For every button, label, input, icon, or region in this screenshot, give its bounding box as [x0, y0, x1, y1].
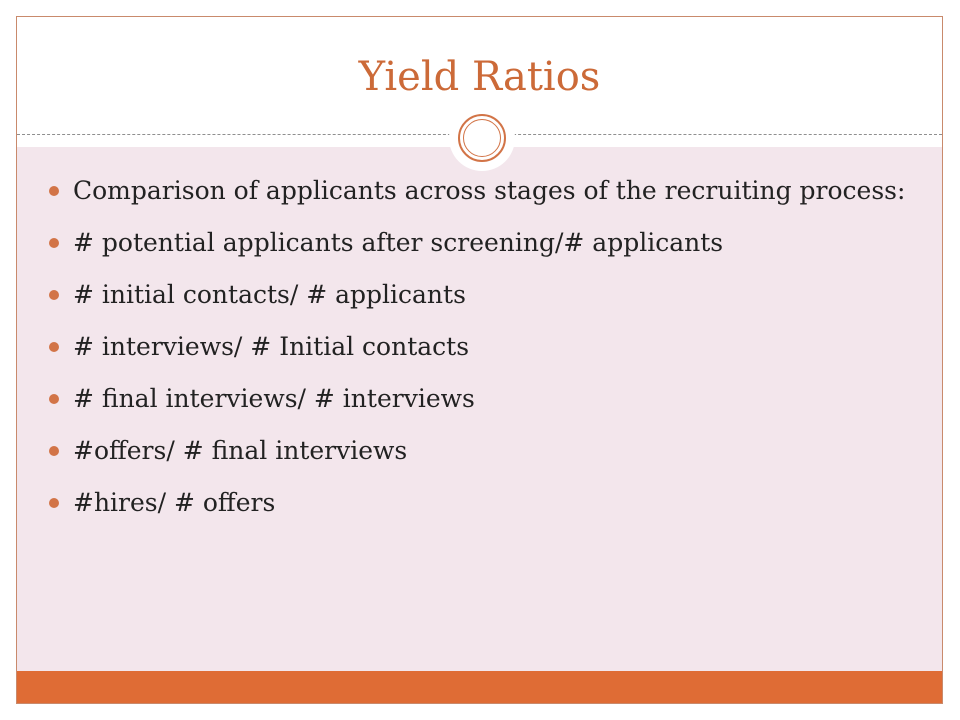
bullet-item [47, 434, 907, 467]
slide-frame [16, 16, 943, 704]
bullet-text: #hires/ # offers [73, 488, 276, 517]
bullet-item [47, 278, 907, 311]
bullet-dot-icon [49, 238, 59, 248]
bullet-dot-icon [49, 290, 59, 300]
bullet-list [47, 174, 907, 538]
circle-ornament-icon [449, 105, 515, 171]
bullet-text: #offers/ # final interviews [73, 436, 408, 465]
bullet-text: # interviews/ # Initial contacts [73, 332, 470, 361]
footer-accent-bar [17, 671, 942, 703]
bullet-text: Comparison of applicants across stages of the recruiting process: [73, 176, 906, 205]
bullet-text: # potential applicants after screening/# applicants [73, 228, 724, 257]
bullet-item [47, 226, 907, 259]
bullet-dot-icon [49, 446, 59, 456]
bullet-dot-icon [49, 342, 59, 352]
bullet-dot-icon [49, 186, 59, 196]
bullet-dot-icon [49, 498, 59, 508]
bullet-text: # initial contacts/ # applicants [73, 280, 466, 309]
bullet-item [47, 174, 907, 207]
slide-title: Yield Ratios [358, 54, 601, 100]
ornament-inner-ring [463, 119, 501, 157]
bullet-item [47, 330, 907, 363]
bullet-item [47, 486, 907, 519]
bullet-dot-icon [49, 394, 59, 404]
bullet-item [47, 382, 907, 415]
bullet-text: # final interviews/ # interviews [73, 384, 475, 413]
